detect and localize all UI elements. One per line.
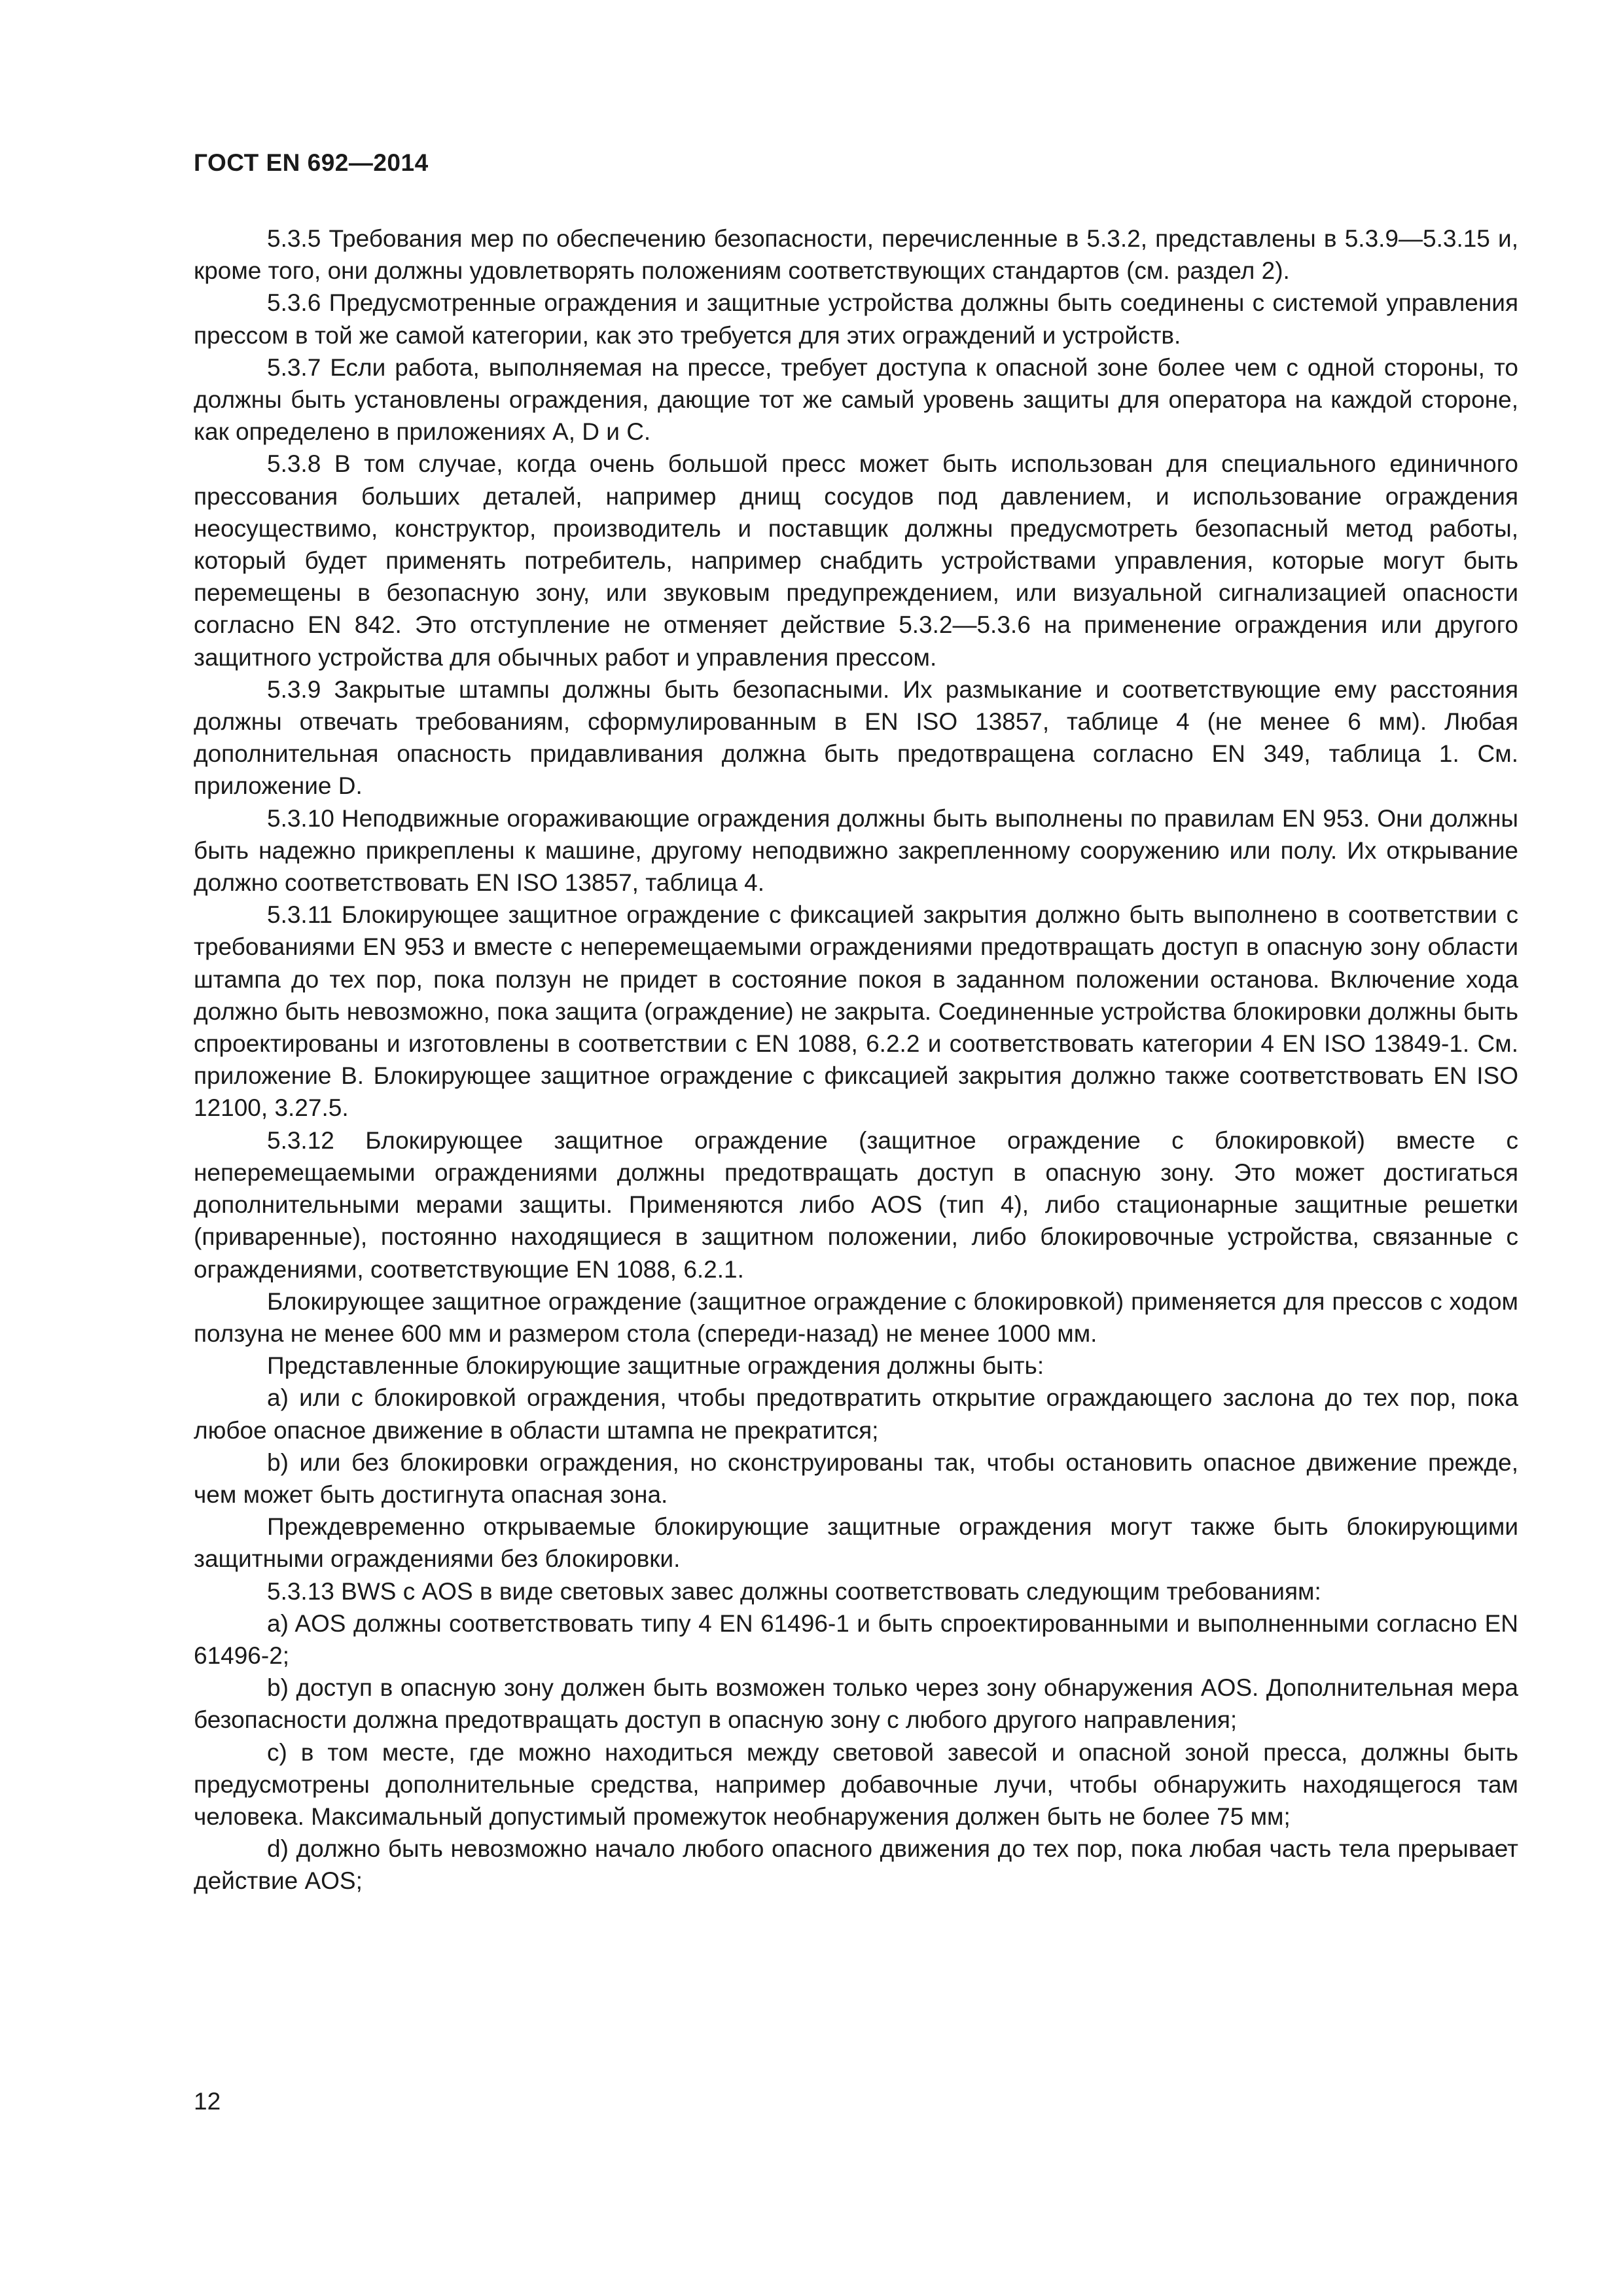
list-item-b-no-guard-locking: b) или без блокировки ограждения, но сконструированы так, чтобы остановить опасное движение прежде, чем может быть достигнута опасная зона. — [194, 1448, 1518, 1508]
list-item-d-start-prevention: d) должно быть невозможно начало любого опасного движения до тех пор, пока любая часть тела прерывает действие AOS; — [194, 1835, 1518, 1895]
list-item-b-access-zone: b) доступ в опасную зону должен быть возможен только через зону обнаружения AOS. Дополнительная мера безопасности должна предотвращать доступ в опасную зону с любого другого направления; — [194, 1674, 1518, 1734]
list-item-c-additional-means: c) в том месте, где можно находиться между световой завесой и опасной зоной пресса, должны быть предусмотрены дополнительные средства, например добавочные лучи, чтобы обнаружить находящегося там человека. Максимальный допустимый промежуток необнаружения должен быть не более 75 мм; — [194, 1738, 1518, 1830]
list-item-a-aos-type: a) AOS должны соответствовать типу 4 EN 61496-1 и быть спроектированными и выполненными согласно EN 61496-2; — [194, 1609, 1518, 1669]
paragraph-5-3-12-stroke: Блокирующее защитное ограждение (защитное ограждение с блокировкой) применяется для прессов с ходом ползуна не менее 600 мм и размером стола (спереди-назад) не менее 1000 мм. — [194, 1287, 1518, 1347]
paragraph-5-3-7: 5.3.7 Если работа, выполняемая на прессе, требует доступа к опасной зоне более чем с одной стороны, то должны быть установлены ограждения, дающие тот же самый уровень защиты для оператора на каждой стороне, как определено в приложениях A, D и C. — [194, 353, 1518, 446]
paragraph-5-3-6: 5.3.6 Предусмотренные ограждения и защитные устройства должны быть соединены с системой управления прессом в той же самой категории, как это требуется для этих ограждений и устройств. — [194, 289, 1518, 349]
document-body — [194, 223, 1518, 1897]
paragraph-5-3-13: 5.3.13 BWS с AOS в виде световых завес должны соответствовать следующим требованиям: — [267, 1577, 1321, 1605]
document-header: ГОСТ EN 692—2014 — [194, 149, 429, 176]
paragraph-5-3-8: 5.3.8 В том случае, когда очень большой пресс может быть использован для специального единичного прессования больших деталей, например днищ сосудов под давлением, и использование ограждения неосуществимо, конструктор, производитель и поставщик должны предусмотреть безопасный метод работы, который будет применять потребитель, например снабдить устройствами управления, которые могут быть перемещены в безопасную зону, или звуковым предупреждением, или визуальной сигнализацией опасности согласно EN 842. Это отступление не отменяет действие 5.3.2—5.3.6 на применение ограждения или другого защитного устройства для обычных работ и управления прессом. — [194, 450, 1518, 671]
paragraph-5-3-10: 5.3.10 Неподвижные огораживающие ограждения должны быть выполнены по правилам EN 953. Они должны быть надежно прикреплены к машине, другому неподвижно закрепленному сооружению или полу. Их открывание должно соответствовать EN ISO 13857, таблица 4. — [194, 804, 1518, 897]
paragraph-5-3-11: 5.3.11 Блокирующее защитное ограждение с фиксацией закрытия должно быть выполнено в соответствии с требованиями EN 953 и вместе с неперемещаемыми ограждениями предотвращать доступ в опасную зону области штампа до тех пор, пока ползун не придет в состояние покоя в заданном положении останова. Включение хода должно быть невозможно, пока защита (ограждение) не закрыта. Соединенные устройства блокировки должны быть спроектированы и изготовлены в соответствии с EN 1088, 6.2.2 и соответствовать категории 4 EN ISO 13849-1. См. приложение B. Блокирующее защитное ограждение с фиксацией закрытия должно также соответствовать EN ISO 12100, 3.27.5. — [194, 901, 1518, 1122]
paragraph-5-3-12: 5.3.12 Блокирующее защитное ограждение (защитное ограждение с блокировкой) вместе с неперемещаемыми ограждениями должны предотвращать доступ в опасную зону. Это может достигаться дополнительными мерами защиты. Применяются либо AOS (тип 4), либо стационарные защитные решетки (приваренные), постоянно находящиеся в защитном положении, либо блокировочные устройства, связанные с ограждениями, соответствующие EN 1088, 6.2.1. — [194, 1126, 1518, 1283]
page-number: 12 — [194, 2088, 221, 2115]
paragraph-5-3-12-premature: Преждевременно открываемые блокирующие защитные ограждения могут также быть блокирующими защитными ограждениями без блокировки. — [194, 1513, 1518, 1573]
list-item-a-guard-locking: a) или с блокировкой ограждения, чтобы предотвратить открытие ограждающего заслона до тех пор, пока любое опасное движение в области штампа не прекратится; — [194, 1384, 1518, 1444]
paragraph-5-3-9: 5.3.9 Закрытые штампы должны быть безопасными. Их размыкание и соответствующие ему расстояния должны отвечать требованиям, сформулированным в EN ISO 13857, таблице 4 (не менее 6 мм). Любая дополнительная опасность придавливания должна быть предотвращена согласно EN 349, таблица 1. См. приложение D. — [194, 675, 1518, 800]
paragraph-5-3-12-list-intro: Представленные блокирующие защитные ограждения должны быть: — [267, 1352, 1044, 1380]
paragraph-5-3-5: 5.3.5 Требования мер по обеспечению безопасности, перечисленные в 5.3.2, представлены в 5.3.9—5.3.15 и, кроме того, они должны удовлетворять положениям соответствующих стандартов (см. раздел 2). — [194, 225, 1518, 285]
